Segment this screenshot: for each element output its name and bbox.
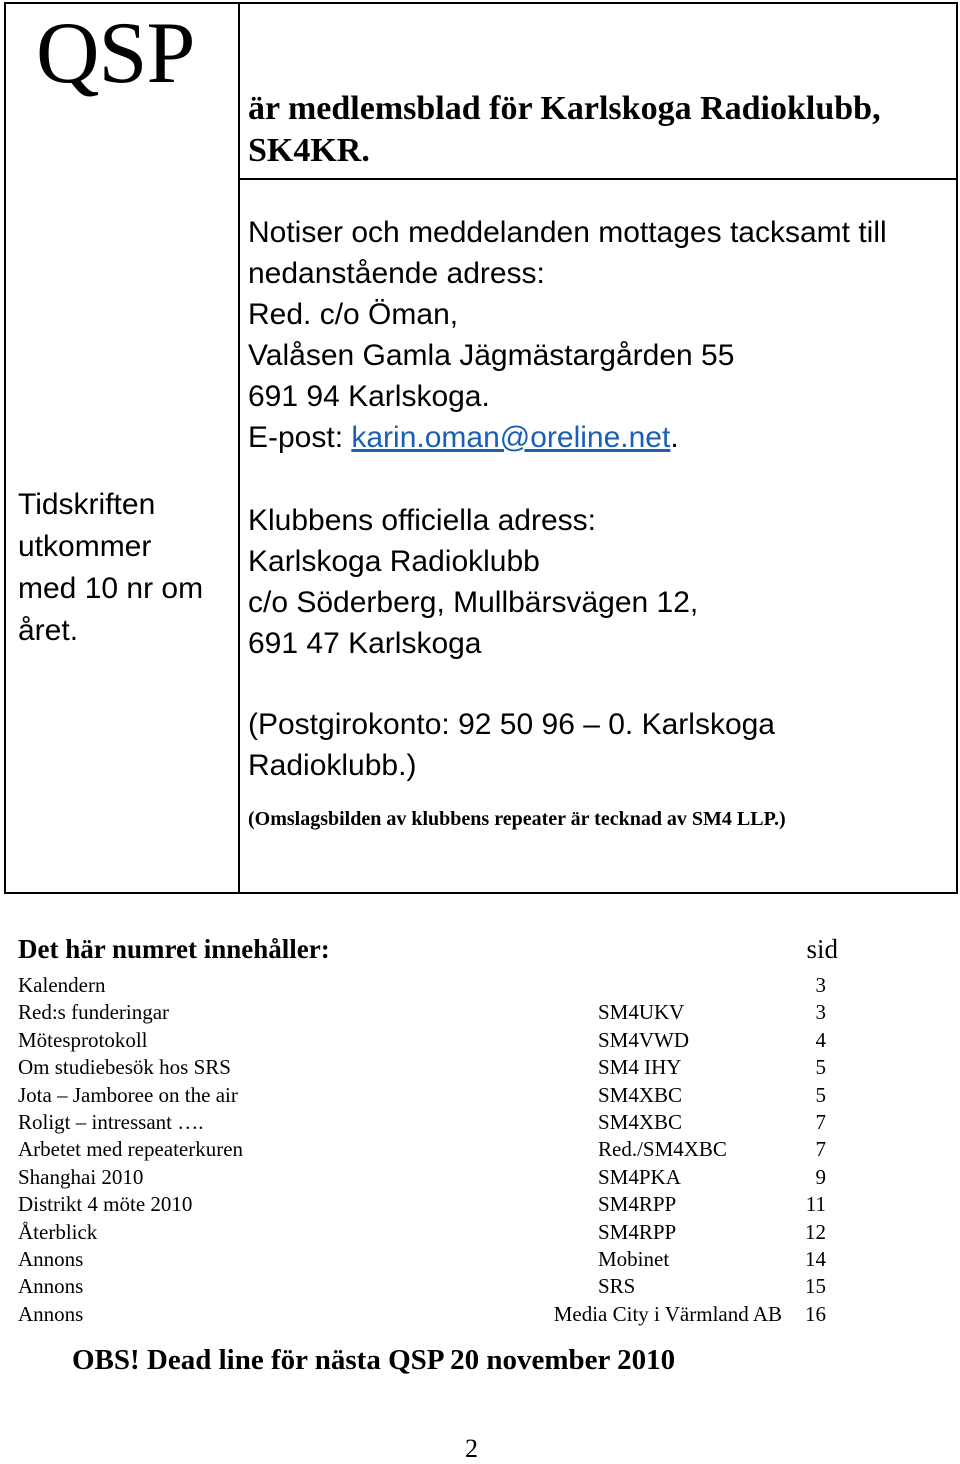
article-title: Återblick — [18, 1219, 98, 1244]
article-title: Red:s funderingar — [18, 1000, 170, 1025]
article-author: SM4VWD — [598, 1027, 690, 1052]
article-page: 12 — [805, 1219, 826, 1244]
page-column-header: sid — [806, 934, 838, 964]
article-page: 14 — [805, 1246, 826, 1271]
contents-row — [18, 1109, 838, 1136]
article-page: 5 — [815, 1082, 826, 1107]
email-prefix: E-post: — [248, 421, 352, 454]
horizontal-divider — [238, 178, 956, 180]
article-page: 15 — [805, 1274, 826, 1299]
vertical-divider — [238, 4, 240, 892]
address-line: Red. c/o Öman, — [248, 298, 459, 331]
tagline — [248, 88, 948, 172]
official-address — [248, 500, 948, 664]
contents-row — [18, 1301, 838, 1328]
official-address-line: 691 47 Karlskoga — [248, 627, 482, 660]
postgiro-note — [248, 704, 948, 786]
article-title: Kalendern — [18, 973, 106, 997]
article-page: 16 — [805, 1301, 826, 1326]
frequency-line: året. — [18, 614, 79, 647]
article-title: Arbetet med repeaterkuren — [18, 1137, 244, 1162]
contents-row — [18, 1219, 838, 1246]
article-author: SRS — [598, 1274, 636, 1299]
article-title: Annons — [18, 1274, 84, 1299]
article-title: Jota – Jamboree on the air — [18, 1082, 238, 1107]
address-line: nedanstående adress: — [248, 257, 545, 290]
address-line: Valåsen Gamla Jägmästargården 55 — [248, 339, 735, 372]
postgiro-line: Radioklubb.) — [248, 749, 417, 782]
email-suffix: . — [670, 421, 679, 454]
submission-address — [248, 212, 948, 458]
article-page: 7 — [815, 1109, 826, 1134]
contents-heading: Det här numret innehåller: — [18, 934, 330, 964]
contents-list — [18, 972, 838, 1328]
frequency-line: med 10 nr om — [18, 572, 204, 605]
article-page: 7 — [815, 1137, 826, 1162]
frequency-line: utkommer — [18, 530, 152, 563]
article-page: 3 — [815, 1000, 826, 1025]
article-title: Om studiebesök hos SRS — [18, 1055, 231, 1080]
address-line: 691 94 Karlskoga. — [248, 380, 490, 413]
article-page: 9 — [815, 1164, 826, 1189]
article-author: Red./SM4XBC — [598, 1137, 727, 1162]
contents-row — [18, 1082, 838, 1109]
contents-row — [18, 1246, 838, 1273]
article-page: 4 — [815, 1027, 826, 1052]
contents-row — [18, 1164, 838, 1191]
article-page: 5 — [815, 1055, 826, 1080]
email-line — [248, 417, 948, 458]
contents-row — [18, 1027, 838, 1054]
official-address-line: Karlskoga Radioklubb — [248, 545, 540, 578]
article-title: Mötesprotokoll — [18, 1027, 148, 1052]
article-title: Shanghai 2010 — [18, 1164, 144, 1189]
masthead-box — [4, 2, 958, 894]
qsp-logo: QSP — [36, 5, 195, 102]
article-author: SM4 IHY — [598, 1055, 682, 1080]
article-author: SM4XBC — [598, 1109, 683, 1134]
page-number: 2 — [465, 1434, 478, 1463]
article-author: SM4XBC — [598, 1082, 683, 1107]
article-title: Roligt – intressant …. — [18, 1109, 204, 1134]
article-author: SM4RPP — [598, 1192, 677, 1217]
article-page: 3 — [815, 973, 826, 997]
email-link[interactable]: karin.oman@oreline.net — [351, 421, 671, 454]
contents-row — [18, 1054, 838, 1081]
article-author: Media City i Värmland AB — [553, 1301, 782, 1326]
contents-row — [18, 972, 838, 999]
article-title: Annons — [18, 1246, 84, 1271]
article-title: Annons — [18, 1301, 84, 1326]
official-address-line: c/o Söderberg, Mullbärsvägen 12, — [248, 586, 699, 619]
publication-frequency-note — [18, 484, 233, 652]
contents-row — [18, 999, 838, 1026]
official-address-line: Klubbens officiella adress: — [248, 504, 596, 537]
cover-image-credit: (Omslagsbilden av klubbens repeater är tecknad av SM4 LLP.) — [248, 808, 786, 830]
frequency-line: Tidskriften — [18, 488, 156, 521]
tagline-line: är medlemsblad för Karlskoga Radioklubb, — [248, 90, 881, 127]
article-author: SM4PKA — [598, 1164, 681, 1189]
article-author: Mobinet — [598, 1246, 670, 1271]
article-page: 11 — [805, 1192, 826, 1217]
tagline-line: SK4KR. — [248, 132, 370, 169]
contents-row — [18, 1191, 838, 1218]
article-title: Distrikt 4 möte 2010 — [18, 1192, 193, 1217]
deadline-notice: OBS! Dead line för nästa QSP 20 november 2010 — [72, 1344, 676, 1376]
contents-row — [18, 1273, 838, 1300]
article-author: SM4UKV — [598, 1000, 685, 1025]
contents-row — [18, 1136, 838, 1163]
postgiro-line: (Postgirokonto: 92 50 96 – 0. Karlskoga — [248, 708, 775, 741]
contents-header — [18, 934, 838, 974]
address-line: Notiser och meddelanden mottages tacksamt till — [248, 216, 887, 249]
article-author: SM4RPP — [598, 1219, 677, 1244]
